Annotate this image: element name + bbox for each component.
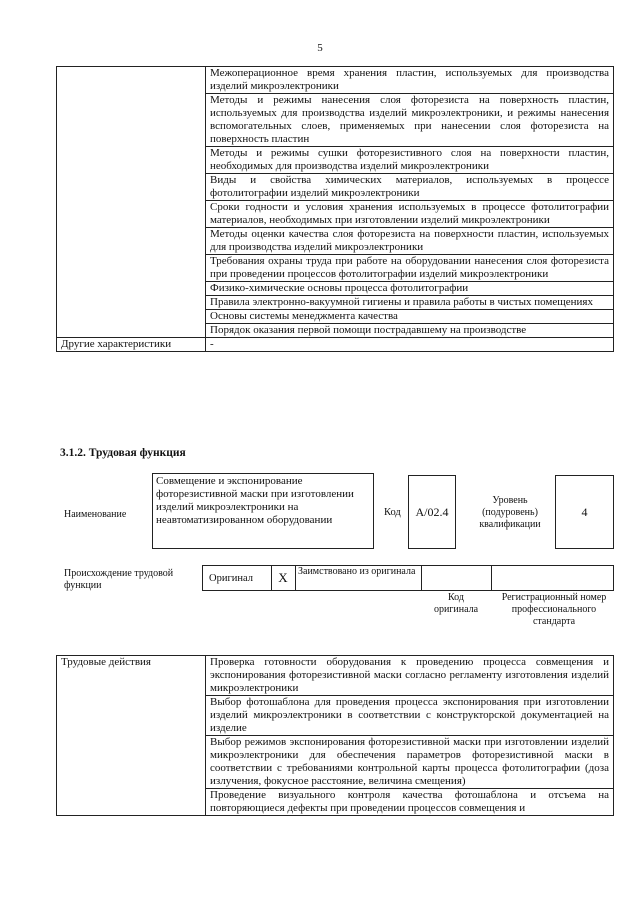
table-cell: Физико-химические основы процесса фотолитографии: [206, 282, 614, 296]
table-cell: Межоперационное время хранения пластин, используемых для производства изделий микроэлектроники: [206, 67, 614, 94]
name-label: Наименование: [64, 509, 127, 520]
table-cell: Методы и режимы нанесения слоя фоторезиста на поверхность пластин, используемых для производства изделий микроэлектроники, и режимы нанесения вспомогательных слоев, применяемых при нанесении слоя фоторезиста на поверхность пластин: [206, 94, 614, 147]
code-original-label: Код оригинала: [433, 592, 479, 615]
knowledge-label-cell: [57, 67, 206, 338]
function-name-box: Совмещение и экспонирование фоторезистивной маски при изготовлении изделий микроэлектроники на неавтоматизированном оборудовании: [152, 473, 374, 549]
original-mark: X: [278, 570, 288, 585]
code-label: Код: [384, 507, 401, 518]
table-row: [57, 656, 614, 696]
table-cell: Методы оценки качества слоя фоторезиста на поверхности пластин, используемых для производства изделий микроэлектроники: [206, 228, 614, 255]
labor-actions-label: Трудовые действия: [57, 656, 206, 816]
table-cell: Порядок оказания первой помощи пострадавшему на производстве: [206, 324, 614, 338]
table-cell: Виды и свойства химических материалов, используемых в процессе фотолитографии изделий микроэлектроники: [206, 174, 614, 201]
table-cell: Основы системы менеджмента качества: [206, 310, 614, 324]
knowledge-table: [56, 66, 614, 352]
table-cell: Выбор режимов экспонирования фоторезистивной маски при изготовлении изделий микроэлектроники для обеспечения параметров фоторезистивной маски в соответствии с требованиями контрольной карты процесса фотолитографии (доза излучения, фокусное расстояние, величина смещения): [206, 736, 614, 789]
level-label: Уровень (подуровень) квалификации: [479, 495, 541, 530]
table-cell: Методы и режимы сушки фоторезистивного слоя на поверхности пластин, необходимых для производства изделий микроэлектроники: [206, 147, 614, 174]
borrowed-label: Заимствовано из оригинала: [298, 566, 416, 577]
table-cell: Проверка готовности оборудования к проведению процесса совмещения и экспонирования фоторезистивной маски согласно регламенту изготовления изделий микроэлектроники: [206, 656, 614, 696]
table-cell: Сроки годности и условия хранения используемых в процессе фотолитографии материалов, необходимых при изготовлении изделий микроэлектроники: [206, 201, 614, 228]
table-cell: Проведение визуального контроля качества фотошаблона и отсъема на повторяющиеся дефекты при проведении процессов совмещения и: [206, 789, 614, 816]
table-row: [57, 67, 614, 94]
table-cell: Выбор фотошаблона для проведения процесса экспонирования при изготовлении изделий микроэлектроники в соответствии с конструкторской документацией на изделие: [206, 696, 614, 736]
table-cell: Требования охраны труда при работе на оборудовании нанесения слоя фоторезиста при проведении процессов фотолитографии изделий микроэлектроники: [206, 255, 614, 282]
table-row: [57, 338, 614, 352]
original-label: Оригинал: [209, 573, 253, 584]
labor-actions-table: [56, 655, 614, 816]
origin-label: Происхождение трудовой функции: [64, 568, 174, 591]
other-characteristics-value: -: [206, 338, 614, 352]
other-characteristics-label: Другие характеристики: [57, 338, 206, 352]
level-value-box: 4: [555, 475, 614, 549]
code-value-box: A/02.4: [408, 475, 456, 549]
table-cell: Правила электронно-вакуумной гигиены и правила работы в чистых помещениях: [206, 296, 614, 310]
reg-number-label: Регистрационный номер профессионального стандарта: [501, 592, 607, 627]
section-heading: 3.1.2. Трудовая функция: [60, 447, 186, 459]
page-number: 5: [317, 42, 323, 54]
